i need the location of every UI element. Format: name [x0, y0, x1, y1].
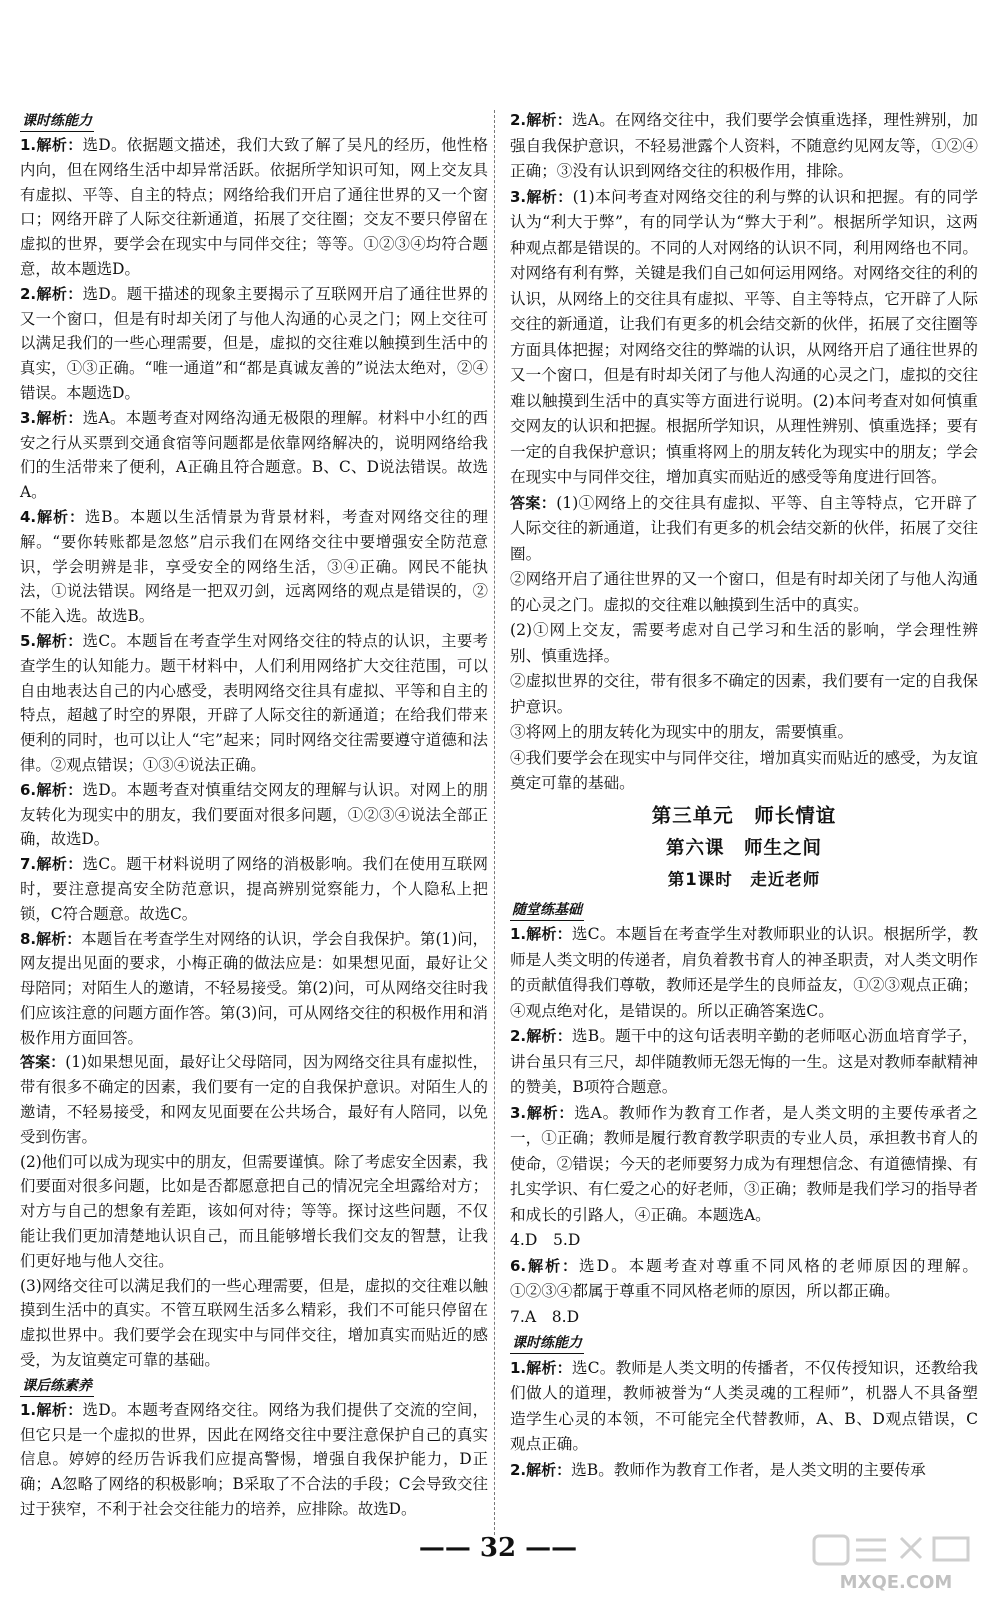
answer-item: [510, 746, 978, 797]
page-number: 32: [479, 1533, 517, 1563]
answer-item: [20, 1274, 488, 1373]
answer-item-head: 4.解析：: [20, 507, 85, 526]
answer-list: [510, 1356, 978, 1484]
section-heading: [20, 1373, 488, 1398]
answer-item-text: (2)①网上交友，需要考虑对自己学习和生活的影响，学会理性辨别、慎重选择。: [510, 621, 978, 665]
answer-item-head: 2.解析：: [510, 1460, 572, 1479]
section-label: 课时练能力: [510, 1333, 584, 1354]
answer-item-text: 选D。本题考查对慎重结交网友的理解与认识。对网上的朋友转化为现实中的朋友，我们要面对很多问题，①②③④说法全部正确，故选D。: [20, 780, 488, 849]
unit-title: 第三单元 师长情谊: [651, 803, 837, 827]
answer-item-text: 选B。题干中的这句话表明辛勤的老师呕心沥血培育学子，讲台虽只有三尺，却伴随教师无怨无悔的一生。这是对教师奉献精神的赞美，B项符合题意。: [510, 1027, 978, 1096]
right-column: [510, 108, 978, 1483]
answer-item-text: 选A。在网络交往中，我们要学会慎重选择，理性辨别，加强自我保护意识，不轻易泄露个人资料，不随意约见网友等，①②④正确；③没有认识到网络交往的积极作用，排除。: [510, 111, 978, 180]
answer-item: [510, 1356, 978, 1458]
answer-item-head: 1.解析：: [510, 925, 572, 943]
answer-item-text: 选C。题干材料说明了网络的消极影响。我们在使用互联网时，要注意提高安全防范意识，提高辨别觉察能力，个人隐私上把锁，C符合题意。故选C。: [20, 855, 488, 923]
answer-item-text: 选C。本题旨在考查学生对教师职业的认识。根据所学，教师是人类文明的传递者，肩负着教书育人的神圣职责，对人类文明作的贡献值得我们尊敬，教师还是学生的良师益友，①②③观点正确；④观点绝对化，是错误的。所以正确答案选C。: [510, 925, 978, 1020]
section-label: 课后练素养: [20, 1376, 94, 1397]
section-label: 随堂练基础: [510, 900, 584, 921]
answer-item: [510, 1305, 978, 1331]
answer-item-text: (2)他们可以成为现实中的朋友，但需要谨慎。除了考虑安全因素，我们要面对很多问题，比如是否都愿意把自己的情况完全坦露给对方；对方与自己的想象有差距，该如何对待；等等。探讨这些问题，不仅能让我们更加清楚地认识自己，而且能够增长我们交友的智慧，让我们更好地与他人交往。: [20, 1152, 488, 1270]
answer-item-text: 选B。本题以生活情景为背景材料，考查对网络交往的理解。“要你转账都是忽悠”启示我们在网络交往中要增强安全防范意识，学会明辨是非，享受安全的网络生活，③④正确。网民不能执法，①说法错误。网络是一把双刃剑，远离网络的观点是错误的，②不能入选。故选B。: [20, 507, 488, 626]
answer-list: [510, 108, 978, 797]
answer-list: [20, 1398, 488, 1522]
answer-item: [20, 505, 488, 629]
column-divider: [494, 110, 495, 1535]
answer-item-text: (1)本问考查对网络交往的利与弊的认识和把握。有的同学认为“利大于弊”，有的同学认为“弊大于利”。根据所学知识，这两种观点都是错误的。不同的人对网络的认识不同，利用网络也不同。对网络有利有弊，关键是我们自己如何运用网络。对网络交往的利的认识，从网络上的交往具有虚拟、平等、自主等特点，它开辟了人际交往的新通道，让我们有更多的机会结交新的伙伴，拓展了交往圈等方面具体把握；对网络交往的弊端的认识，从网络开启了通往世界的又一个窗口，但是有时却关闭了与他人沟通的心灵之门，虚拟的交往难以触摸到生活中的真实等方面进行说明。(2)本问考查对如何慎重交网友的认识和把握。根据所学知识，从理性辨别、慎重选择；要有一定的自我保护意识；慎重将网上的朋友转化为现实中的朋友；学会在现实中与同伴交往，增加真实而贴近的感受等角度进行回答。: [510, 187, 978, 486]
answer-item-text: ③将网上的朋友转化为现实中的朋友，需要慎重。: [510, 723, 854, 741]
answer-item: [510, 108, 978, 185]
answer-item: [20, 133, 488, 282]
answer-item-text: 选D。本题考查网络交往。网络为我们提供了交流的空间，但它只是一个虚拟的世界，因此在网络交往中要注意保护自己的真实信息。婷婷的经历告诉我们应提高警惕，增强自我保护能力，D正确；A忽略了网络的积极影响；B采取了不合法的手段；C会导致交往过于狭窄，不利于社会交往能力的培养，应排除。故选D。: [20, 1400, 488, 1519]
answer-item: [510, 1024, 978, 1101]
answer-item: [510, 720, 978, 746]
answer-item: [510, 491, 978, 568]
answer-item: [20, 927, 488, 1051]
answer-item: [20, 1150, 488, 1274]
answer-item-text: ②网络开启了通往世界的又一个窗口，但是有时却关闭了与他人沟通的心灵之门。虚拟的交往难以触摸到生活中的真实。: [510, 570, 978, 614]
answer-item: [20, 1050, 488, 1149]
answer-list: [20, 133, 488, 1373]
section-heading: [20, 108, 488, 133]
answer-item-head: 答案：: [20, 1053, 66, 1072]
lesson-title: 第六课 师生之间: [665, 837, 822, 859]
answer-item-head: 3.解析：: [510, 1103, 575, 1122]
answer-item-text: 选C。本题旨在考查学生对网络交往的特点的认识，主要考查学生的认知能力。题干材料中，人们利用网络扩大交往范围，可以自由地表达自己的内心感受，表明网络交往具有虚拟、平等和自主的特点，超越了时空的界限，开辟了人际交往的新通道；在给我们带来便利的同时，也可以让人“宅”起来；同时网络交往需要遵守道德和法律。②观点错误；①③④说法正确。: [20, 631, 488, 774]
answer-item: [510, 618, 978, 669]
answer-item-head: 7.解析：: [20, 855, 83, 874]
footer-dash-left: ——: [418, 1533, 480, 1563]
section-label: 课时练能力: [20, 111, 94, 132]
answer-item: [20, 282, 488, 406]
answer-item-text: 选D。依据题文描述，我们大致了解了吴凡的经历，他性格内向，但在网络生活中却异常活跃。依据所学知识可知，网上交友具有虚拟、平等、自主的特点；网络给我们开启了通往世界的又一个窗口；网络开辟了人际交往新通道，拓展了交往圈；交友不要只停留在虚拟的世界，要学会在现实中与同伴交往；等等。①②③④均符合题意，故本题选D。: [20, 136, 488, 278]
answer-item-text: 4.D 5.D: [510, 1231, 581, 1249]
answer-item: [20, 406, 488, 505]
answer-item-head: 2.解析：: [20, 284, 83, 303]
answer-item-head: 3.解析：: [510, 187, 573, 206]
answer-item-head: 6.解析：: [510, 1256, 580, 1275]
answer-list: [510, 922, 978, 1330]
left-column: [20, 108, 488, 1522]
answer-item-head: 5.解析：: [20, 631, 83, 650]
answer-item-text: 本题旨在考查学生对网络的认识，学会自我保护。第(1)问，网友提出见面的要求，小梅正确的做法应是：如果想见面，最好让父母陪同；对陌生人的邀请，不轻易接受。第(2)问，可从网络交往时我们应该注意的问题方面作答。第(3)问，可从网络交往的积极作用和消极作用方面回答。: [20, 929, 488, 1047]
answer-item: [510, 1458, 978, 1484]
answer-item: [510, 1228, 978, 1254]
answer-item-head: 答案：: [510, 493, 557, 512]
answer-item: [20, 852, 488, 926]
answer-item-text: 选D。题干描述的现象主要揭示了互联网开启了通往世界的又一个窗口，但是有时却关闭了与他人沟通的心灵之门；网上交往可以满足我们的一些心理需要，但是，虚拟的交往难以触摸到生活中的真实，①③正确。“唯一通道”和“都是真诚友善的”说法太绝对，②④错误。本题选D。: [20, 284, 488, 402]
answer-item-text: 选C。教师是人类文明的传播者，不仅传授知识，还教给我们做人的道理，教师被誉为“人类灵魂的工程师”，机器人不具备塑造学生心灵的本领，不可能完全代替教师，A、B、D观点错误，C观点正确。: [510, 1358, 978, 1453]
answer-item: [510, 1101, 978, 1229]
answer-item: [510, 567, 978, 618]
answer-item-text: (1)①网络上的交往具有虚拟、平等、自主等特点，它开辟了人际交往的新通道，让我们有更多的机会结交新的伙伴，拓展了交往圈。: [510, 493, 978, 563]
answer-item-head: 2.解析：: [510, 111, 572, 129]
answer-item: [20, 778, 488, 852]
answer-item-text: ②虚拟世界的交往，带有很多不确定的因素，我们要有一定的自我保护意识。: [510, 672, 978, 716]
answer-item: [510, 922, 978, 1024]
answer-item-head: 1.解析：: [20, 1400, 83, 1419]
answer-item-text: 选A。教师作为教育工作者，是人类文明的主要传承者之一，①正确；教师是履行教育教学职责的专业人员，承担教书育人的使命，②错误；今天的老师要努力成为有理想信念、有道德情操、有扎实学识、有仁爱之心的好老师，③正确；教师是我们学习的指导者和成长的引路人，④正确。本题选A。: [510, 1103, 978, 1224]
answer-item: [510, 1254, 978, 1305]
answer-item-head: 6.解析：: [20, 780, 83, 799]
answer-item: [510, 185, 978, 491]
answer-item-head: 1.解析：: [510, 1358, 572, 1377]
watermark-logo: [806, 1530, 986, 1596]
answer-item: [20, 629, 488, 778]
answer-item-head: 2.解析：: [510, 1027, 572, 1045]
answer-item-text: 7.A 8.D: [510, 1307, 580, 1326]
answer-item-head: 3.解析：: [20, 408, 83, 427]
answer-item-head: 8.解析：: [20, 929, 82, 948]
answer-item: [20, 1398, 488, 1522]
section-heading: [510, 1330, 978, 1356]
section-heading: [510, 897, 978, 923]
answer-item-text: 选D。本题考查对尊重不同风格的老师原因的理解。①②③④都属于尊重不同风格老师的原因，所以都正确。: [510, 1256, 978, 1300]
watermark-text: MXQE.COM: [839, 1572, 953, 1593]
answer-item: [510, 669, 978, 720]
answer-item-text: (1)如果想见面，最好让父母陪同，因为网络交往具有虚拟性，带有很多不确定的因素，我们要有一定的自我保护意识。对陌生人的邀请，不轻易接受，和网友见面要在公共场合，最好有人陪同，以免受到伤害。: [20, 1053, 488, 1146]
answer-item-text: 选A。本题考查对网络沟通无极限的理解。材料中小红的西安之行从买票到交通食宿等问题都是依靠网络解决的，说明网络给我们的生活带来了便利，A正确且符合题意。B、C、D说法错误。故选A。: [20, 408, 488, 502]
answer-item-head: 1.解析：: [20, 136, 83, 154]
footer-dash-right: ——: [516, 1533, 578, 1563]
answer-item-text: (3)网络交往可以满足我们的一些心理需要，但是，虚拟的交往难以触摸到生活中的真实。不管互联网生活多么精彩，我们不可能只停留在虚拟世界中。我们要学会在现实中与同伴交往，增加真实而贴近的感受，为友谊奠定可靠的基础。: [20, 1276, 488, 1370]
answer-item-text: ④我们要学会在现实中与同伴交往，增加真实而贴近的感受，为友谊奠定可靠的基础。: [510, 748, 978, 792]
period-title: 第1课时 走近老师: [667, 869, 821, 889]
answer-item-text: 选B。教师作为教育工作者，是人类文明的主要传承: [571, 1460, 926, 1479]
